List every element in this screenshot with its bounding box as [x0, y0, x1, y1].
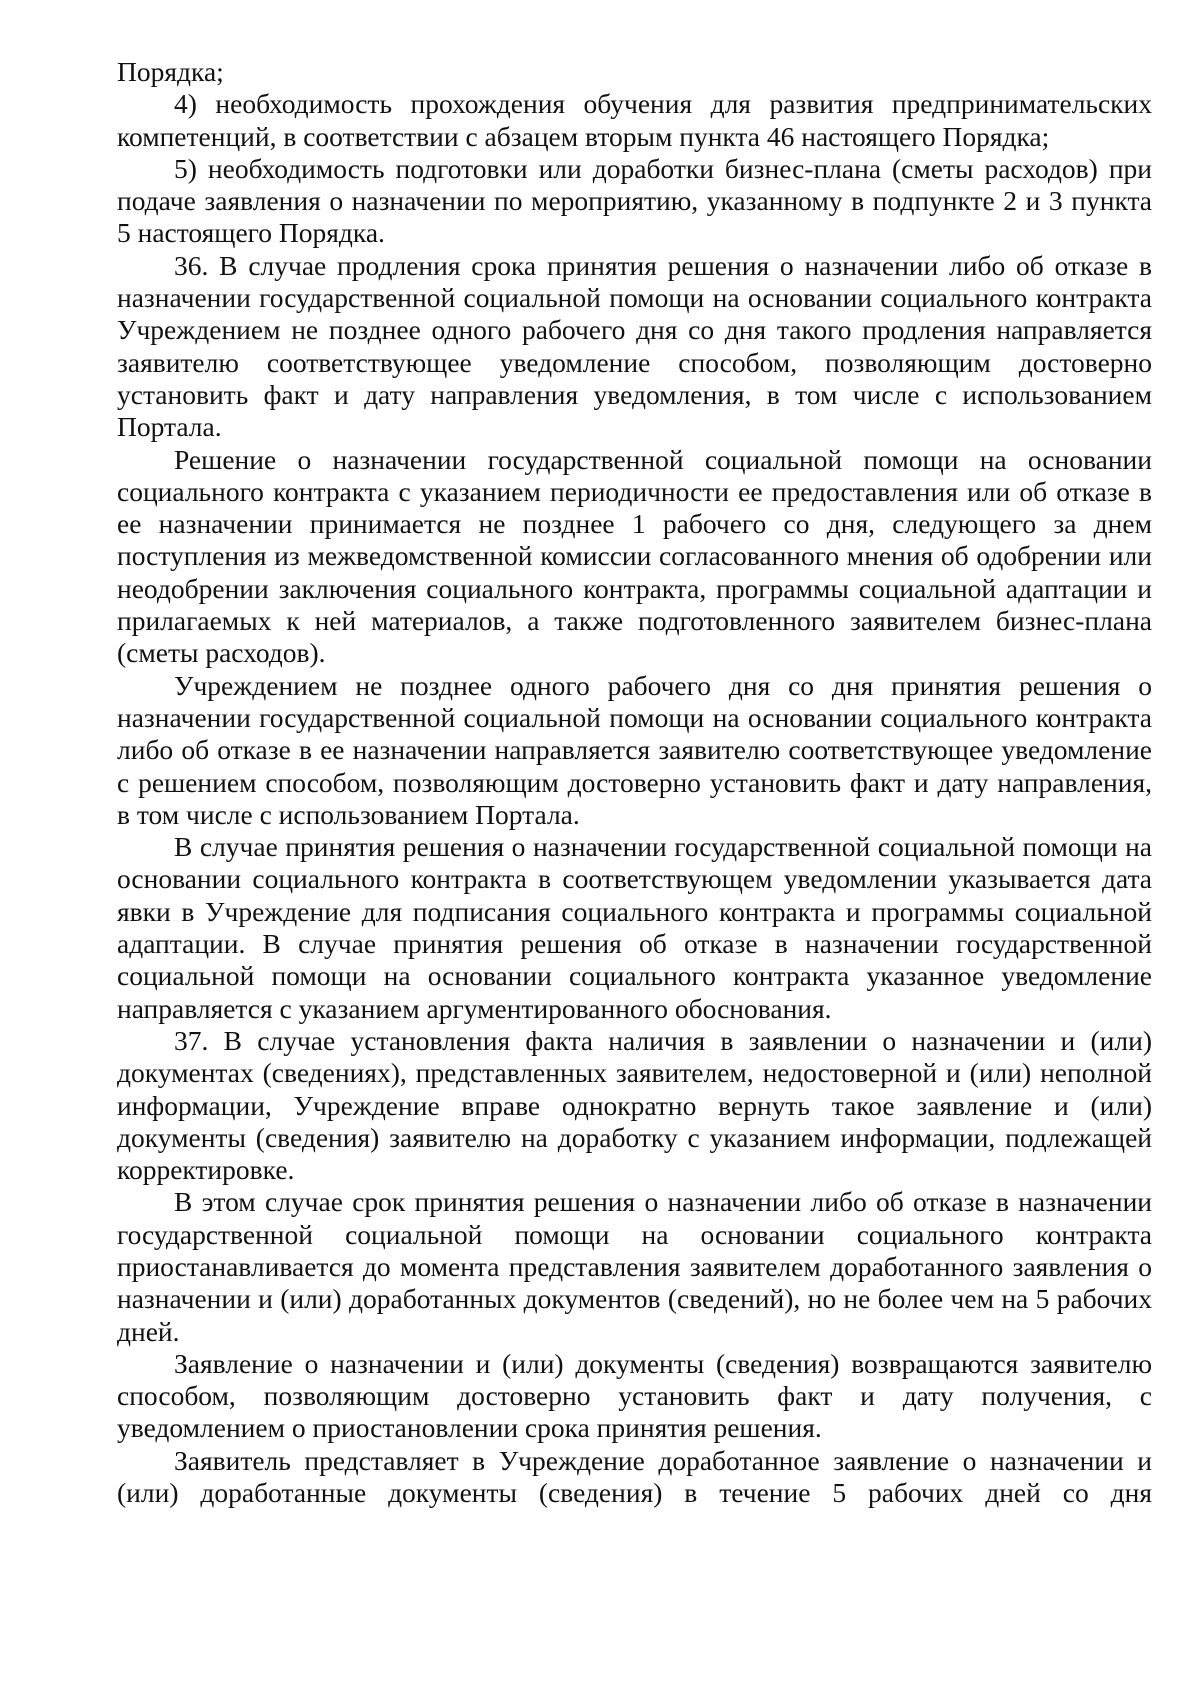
paragraph-notification: Учреждением не позднее одного рабочего дня со дня принятия решения о назначении государственной социальной помощи на основании социального контракта либо об отказе в ее назначении направляется заявителю соответствующее уведомление с решением способом, позволяющим достоверно установить факт и дату направления, в том числе с использованием Портала. [117, 669, 1152, 830]
paragraph-appointment-date: В случае принятия решения о назначении государственной социальной помощи на основании социального контракта в соответствующем уведомлении указывается дата явки в Учреждение для подписания социального контракта и программы социальной адаптации. В случае принятия решения об отказе в назначении государственной социальной помощи на основании социального контракта указанное уведомление направляется с указанием аргументированного обоснования. [117, 831, 1152, 1024]
paragraph-clause-36: 36. В случае продления срока принятия решения о назначении либо об отказе в назначении государственной социальной помощи на основании социального контракта Учреждением не позднее одного рабочего дня со дня такого продления направляется заявителю соответствующее уведомление способом, позволяющим достоверно установить факт и дату направления уведомления, в том числе с использованием Портала. [117, 249, 1152, 443]
paragraph-continuation: Порядка; [117, 56, 224, 87]
paragraph-decision-timing: Решение о назначении государственной социальной помощи на основании социального контракта с указанием периодичности ее предоставления или об отказе в ее назначении принимается не позднее 1 рабочего со дня, следующего за днем поступления из межведомственной комиссии согласованного мнения об одобрении или неодобрении заключения социального контракта, программы социальной адаптации и прилагаемых к ней материалов, а также подготовленного заявителем бизнес-плана (сметы расходов). [117, 443, 1152, 669]
paragraph-suspension: В этом случае срок принятия решения о назначении либо об отказе в назначении государственной социальной помощи на основании социального контракта приостанавливается до момента представления заявителем доработанного заявления о назначении и (или) доработанных документов (сведений), но не более чем на 5 рабочих дней. [117, 1186, 1152, 1347]
document-body [117, 56, 1152, 1509]
paragraph-return: Заявление о назначении и (или) документы (сведения) возвращаются заявителю способом, позволяющим достоверно установить факт и дату получения, с уведомлением о приостановлении срока принятия решения. [117, 1347, 1152, 1444]
paragraph-clause-37: 37. В случае установления факта наличия в заявлении о назначении и (или) документах (сведениях), представленных заявителем, недостоверной и (или) неполной информации, Учреждение вправе однократно вернуть такое заявление и (или) документы (сведения) заявителю на доработку с указанием информации, подлежащей корректировке. [117, 1024, 1152, 1186]
paragraph-item-5: 5) необходимость подготовки или доработки бизнес-плана (сметы расходов) при подаче заявления о назначении по мероприятию, указанному в подпункте 2 и 3 пункта 5 настоящего Порядка. [117, 152, 1152, 249]
paragraph-resubmission: Заявитель представляет в Учреждение доработанное заявление о назначении и (или) доработанные документы (сведения) в течение 5 рабочих дней со дня [117, 1444, 1152, 1509]
paragraph-item-4: 4) необходимость прохождения обучения для развития предпринимательских компетенций, в соответствии с абзацем вторым пункта 46 настоящего Порядка; [117, 88, 1152, 152]
